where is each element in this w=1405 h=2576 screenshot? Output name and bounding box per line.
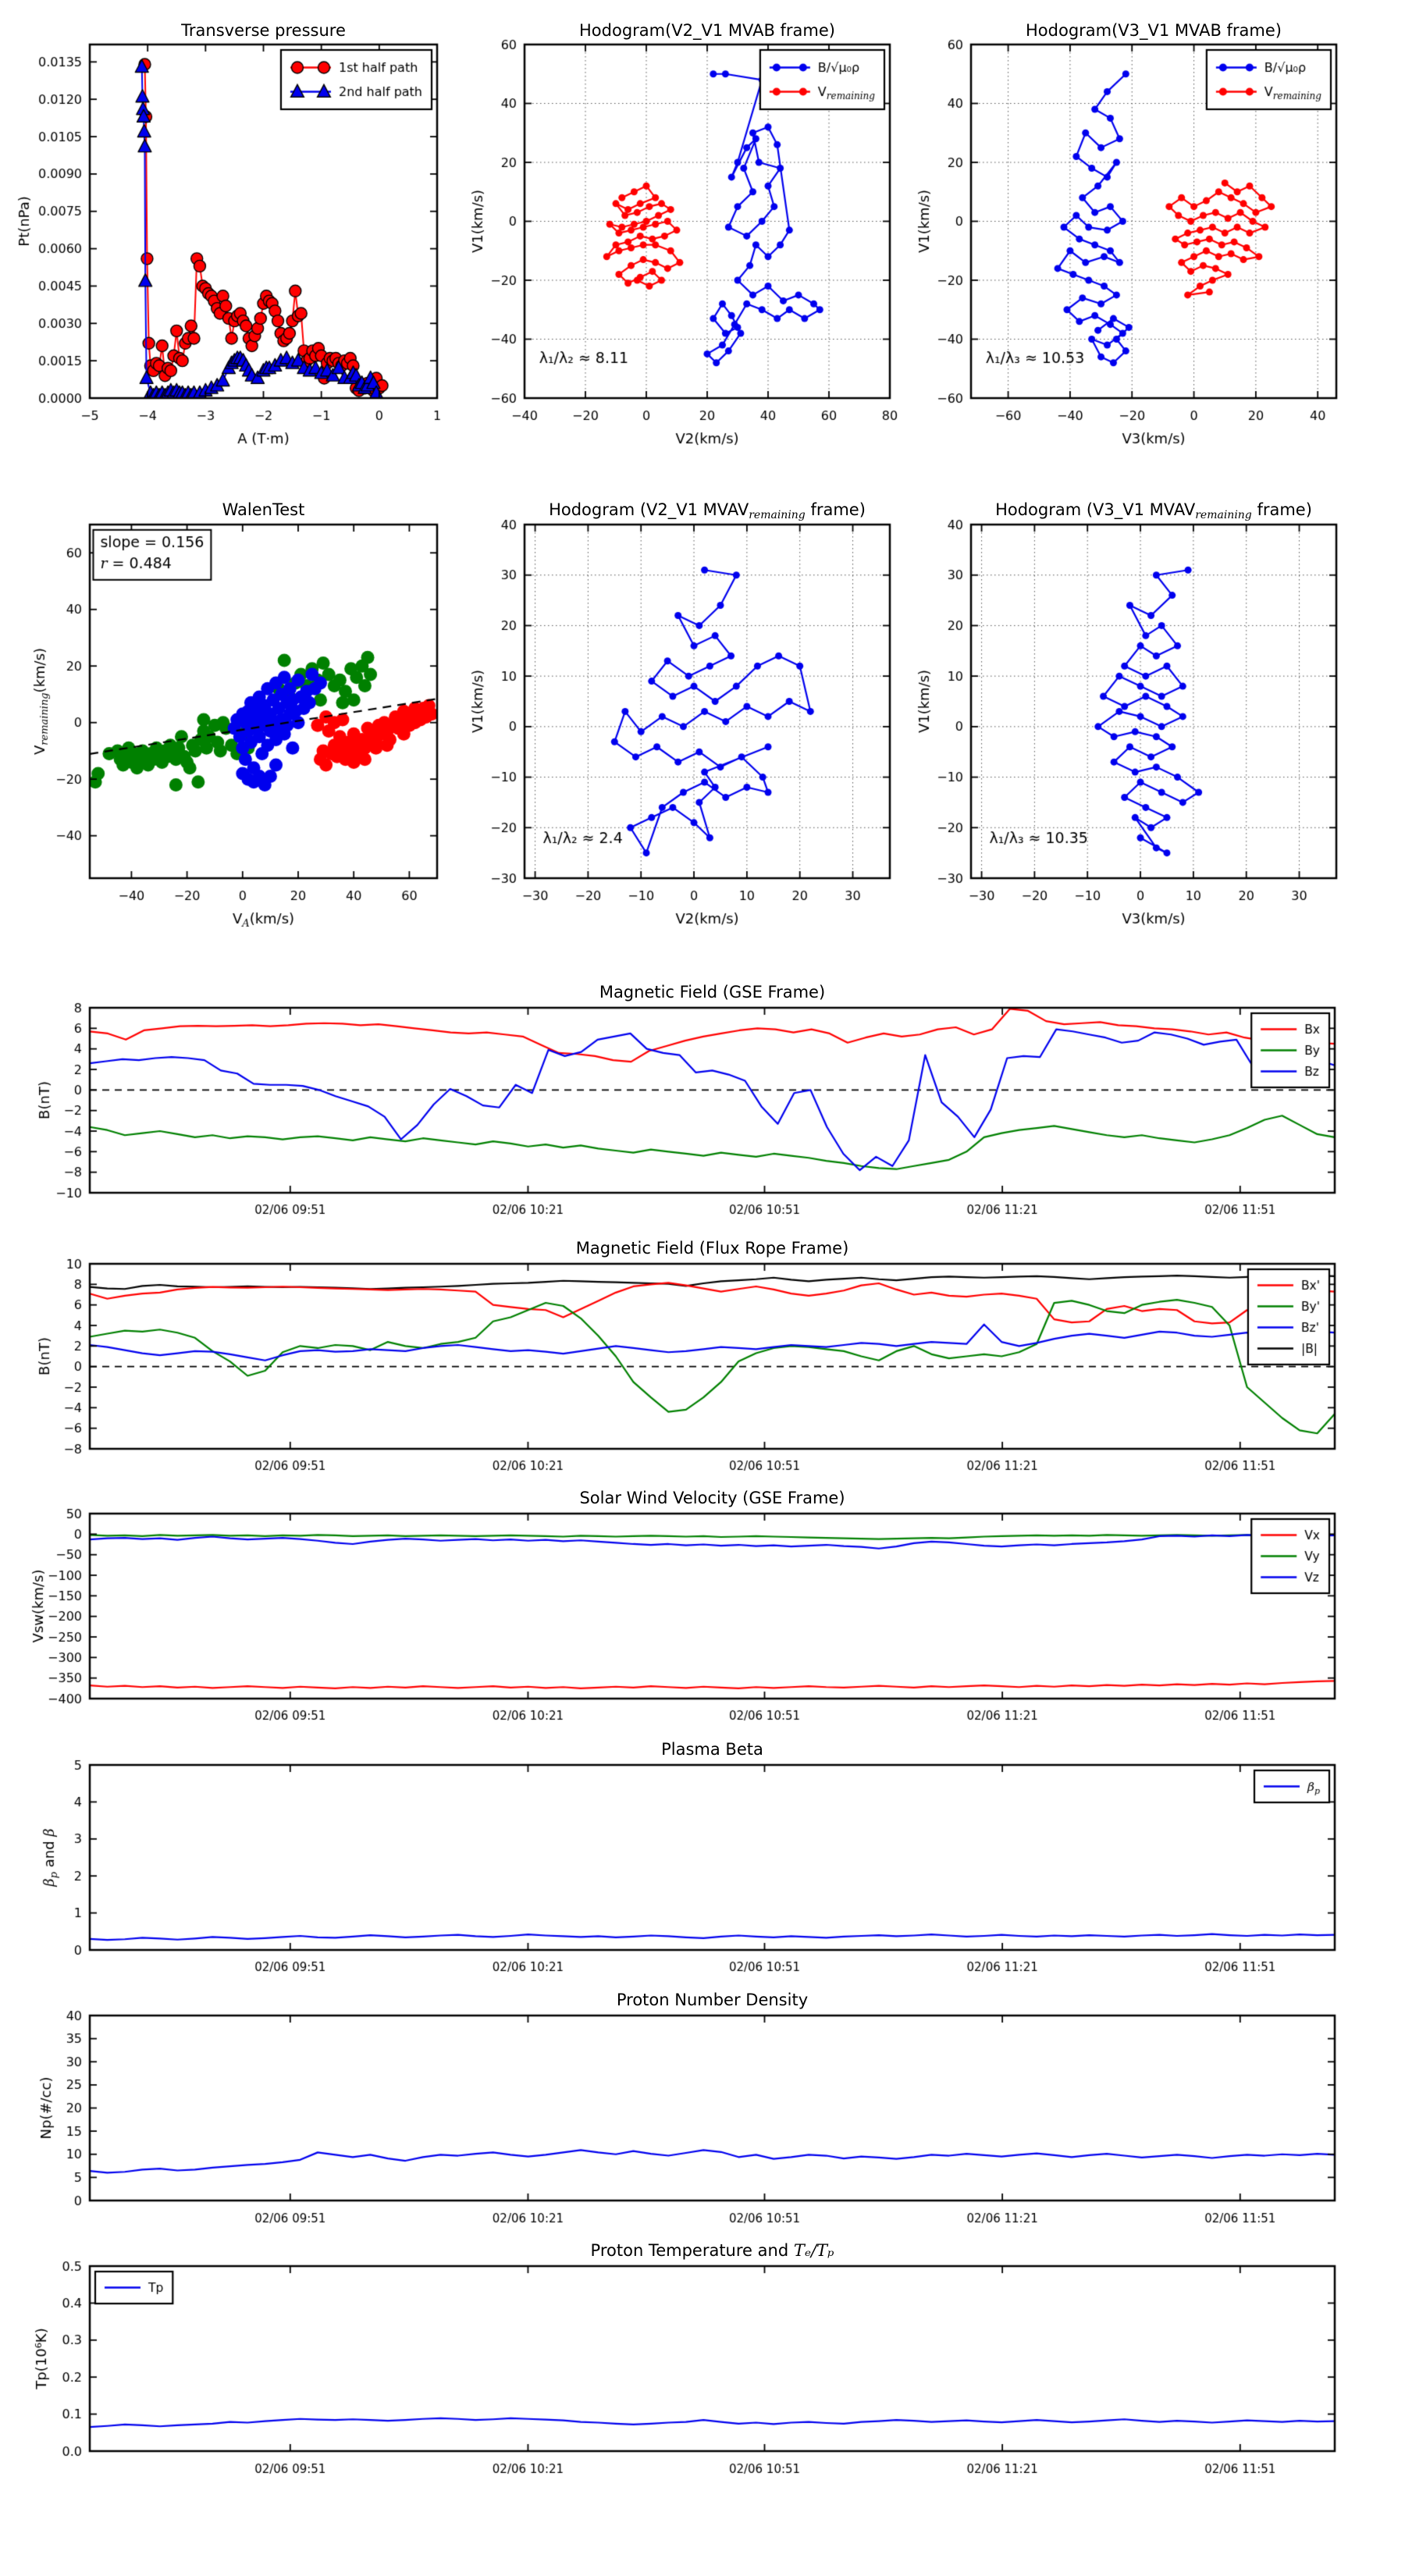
plot-walen-test: [16, 479, 468, 947]
hodogram-v2v1-mvab-canvas: [468, 10, 925, 479]
panel-title-plasma-beta: Plasma Beta: [661, 1740, 763, 1759]
hodogram-v3v1-mvab-canvas: [915, 10, 1383, 479]
transverse-pressure-canvas: [16, 10, 468, 479]
solar-wind-velocity-canvas: [16, 1478, 1405, 1734]
magnetic-field-gse-canvas: [16, 972, 1405, 1226]
plot-hodogram-v3v1-mvav: [915, 479, 1383, 947]
hodogram-v2v1-mvav-canvas: [468, 479, 925, 947]
proton-density-canvas: [16, 1980, 1405, 2236]
plot-title-hodogram-v2v1-mvab: Hodogram(V2_V1 MVAB frame): [579, 21, 835, 40]
plot-hodogram-v2v1-mvab: [468, 10, 925, 479]
panel-proton-density: [16, 1980, 1405, 2236]
panel-proton-temperature: [16, 2230, 1405, 2488]
plot-title-hodogram-v3v1-mvav: Hodogram (V3_V1 MVAVremaining frame): [995, 500, 1312, 521]
plot-transverse-pressure: [16, 10, 468, 479]
panel-plasma-beta: [16, 1729, 1405, 1985]
panel-title-proton-density: Proton Number Density: [616, 1991, 809, 2009]
panel-title-proton-temperature: Proton Temperature and Tₑ/Tₚ: [590, 2241, 834, 2260]
proton-temperature-canvas: [16, 2230, 1405, 2488]
magnetic-field-flux-rope-canvas: [16, 1228, 1405, 1482]
panel-magnetic-field-flux-rope: [16, 1228, 1405, 1482]
plot-title-hodogram-v3v1-mvab: Hodogram(V3_V1 MVAB frame): [1026, 21, 1282, 40]
walen-test-canvas: [16, 479, 468, 947]
panel-solar-wind-velocity: [16, 1478, 1405, 1734]
panel-magnetic-field-gse: [16, 972, 1405, 1226]
plot-hodogram-v3v1-mvab: [915, 10, 1383, 479]
plot-title-hodogram-v2v1-mvav: Hodogram (V2_V1 MVAVremaining frame): [549, 500, 866, 521]
plot-hodogram-v2v1-mvav: [468, 479, 925, 947]
plot-title-walen-test: WalenTest: [222, 500, 305, 519]
panel-title-solar-wind-velocity: Solar Wind Velocity (GSE Frame): [579, 1489, 845, 1507]
panel-title-magnetic-field-flux-rope: Magnetic Field (Flux Rope Frame): [575, 1239, 849, 1258]
plasma-beta-canvas: [16, 1729, 1405, 1985]
panel-title-magnetic-field-gse: Magnetic Field (GSE Frame): [599, 983, 826, 1002]
hodogram-v3v1-mvav-canvas: [915, 479, 1383, 947]
plot-title-transverse-pressure: Transverse pressure: [181, 21, 346, 40]
